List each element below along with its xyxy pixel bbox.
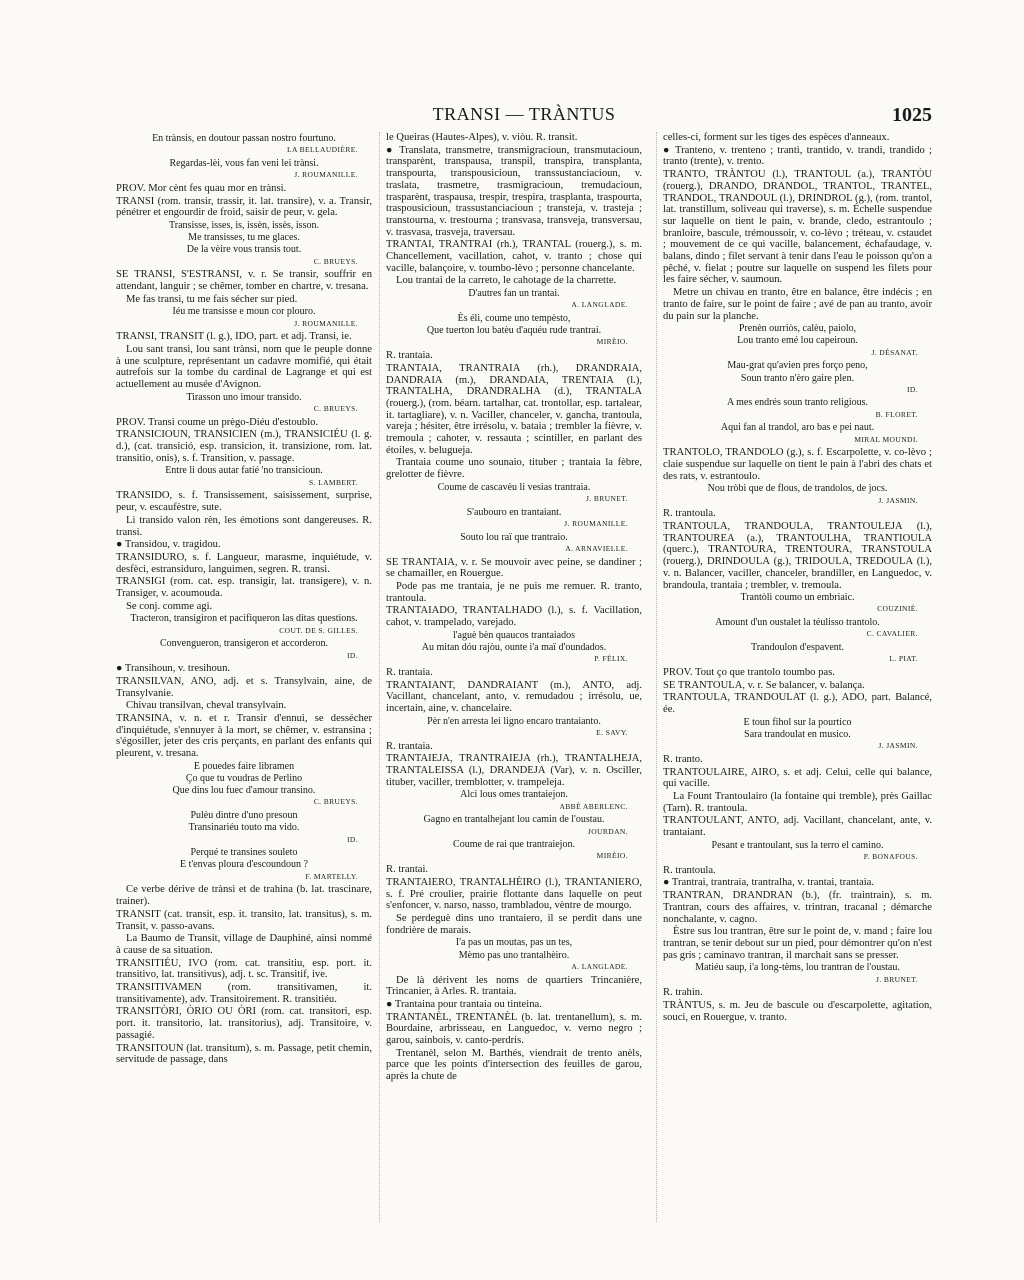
quotation-line: Iéu me transisse e moun cor plouro. [172, 306, 316, 318]
entry-paragraph: TRANSI (rom. transir, trassir, it. lat. transire), v. a. Transir, pénétrer et engourdir de froid, saisir de peur, v. gela. [116, 195, 372, 219]
quotation-source: MIRÈIO. [596, 851, 628, 861]
column-middle [386, 132, 642, 1222]
entry-paragraph: ● Trantaina pour trantaia ou tinteina. [386, 998, 542, 1010]
quotation-source: J. DÉSANAT. [871, 347, 918, 357]
quotation-line: Soun tranto n'èro gaire plen. [740, 372, 855, 384]
quotation-line: Gagno en trantalhejant lou camin de l'oustau. [423, 814, 605, 826]
entry-paragraph: TRANSIGI (rom. cat. esp. transigir, lat. transigere), v. n. Transiger, v. acoumouda. [116, 576, 372, 600]
entry-paragraph: ● Transihoun, v. tresihoun. [116, 663, 231, 675]
quotation-source: L. PIAT. [889, 654, 918, 664]
entry-paragraph: R. trantoula. [663, 864, 716, 876]
quotation-source: MIRÈIO. [596, 337, 628, 347]
quotation-source: J. ROUMANILLE. [564, 519, 628, 528]
column-divider [379, 132, 380, 1222]
quotation-source: J. BRUNET. [876, 974, 918, 984]
quotation-line: I'a pas un moutas, pas un tes, [455, 937, 573, 949]
quotation-line: Que dins lou fuec d'amour transino. [172, 785, 316, 797]
entry-paragraph: La Fount Trantoulairo (la fontaine qui tremble), près Gaillac (Tarn). R. trantoula. [663, 790, 932, 814]
quotation-source: B. FLORET. [875, 409, 918, 419]
quotation-source: E. SAVY. [596, 727, 628, 737]
quotation-source: S. LAMBERT. [308, 477, 358, 487]
quotation-line: Entre li dous autar fatié 'no transicioun. [165, 465, 323, 477]
entry-paragraph: Trantaia coume uno sounaio, tituber ; trantaia la fèbre, grelotter de fièvre. [386, 457, 642, 481]
quotation-source: LA BELLAUDIÈRE. [287, 145, 358, 155]
quotation-line: S'aubouro en trantaiant. [466, 506, 562, 518]
quotation-line: Matiéu saup, i'a long-tèms, lou trantran de l'oustau. [695, 962, 900, 974]
quotation-line: E toun fihol sur la pourtico [743, 716, 852, 728]
entry-paragraph: SE TRANTAIA, v. r. Se mouvoir avec peine, se dandiner ; se chamailler, en Rouergue. [386, 556, 642, 580]
entry-paragraph: R. trantaia. [386, 350, 433, 362]
quotation-line: Coume de cascavèu li vesias trantraia. [437, 481, 591, 493]
entry-paragraph: TRÀNTUS, s. m. Jeu de bascule ou d'escarpolette, agitation, souci, en Rouergue, v. tranto. [663, 999, 932, 1023]
quotation-source: C. BRUEYS. [313, 403, 358, 413]
quotation-source: COUT. DE S. GILLES. [279, 625, 358, 635]
quotation-line: Ès éli, coume uno tempèsto, [457, 313, 571, 325]
entry-paragraph: Èstre sus lou trantran, être sur le point de, v. mand ; faire lou trantran, se tenir debout sur un pied, pour démontrer qu'on n'est pas gris ; caminavo trantran, il marchait sans se presser. [663, 926, 932, 961]
entry-paragraph: TRANTANÈL, TRENTANÈL (b. lat. trentanellum), s. m. Bourdaine, arbrisseau, en Languedoc, v. verno negro ; garou, sainbois, v. canto-perdris. [386, 1011, 642, 1047]
quotation-line: Lou tranto emé lou capeiroun. [737, 335, 858, 347]
page-header [116, 104, 932, 128]
entry-paragraph: SE TRANTOULA, v. r. Se balancer, v. balança. [663, 679, 865, 691]
entry-paragraph: Lou trantai de la carreto, le cahotage de la charrette. [396, 275, 617, 287]
quotation-line: Prenèn ourriòs, calèu, paiolo, [738, 323, 857, 335]
quotation-line: Transisse, isses, is, issèn, issès, isson. [169, 219, 319, 231]
entry-paragraph: Se perdeguè dins uno trantaiero, il se perdit dans une fondrière de marais. [386, 913, 642, 936]
entry-paragraph: R. trantai. [386, 864, 429, 876]
dictionary-columns [116, 132, 932, 1222]
quotation-line: Pulèu dintre d'uno presoun [190, 810, 298, 822]
quotation-line: Regardas-lèi, vous fan veni lei trànsi. [169, 157, 319, 169]
entry-paragraph: TRANSICIOUN, TRANSICIEN (m.), TRANSICIÉU (l. g. d.), (cat. transició, esp. transicion, it. transizione, rom. lat. transitio, onis), s. f. Transition, v. passage. [116, 429, 372, 464]
quotation-source: ID. [347, 834, 358, 844]
entry-paragraph: Se conj. comme agi. [126, 600, 213, 612]
quotation-line: Mau-grat qu'avien pres forço peno, [727, 360, 868, 372]
entry-paragraph: TRANSIDO, s. f. Transissement, saisissement, surprise, peur, v. escaufèstre, sute. [116, 490, 372, 514]
entry-paragraph: TRANTAIA, TRANTRAIA (rh.), DRANDRAIA, DANDRAIA (m.), DRANDAIA, TRENTAIA (l.), TRANTALHA, DRANDRALHA (d.), TRANTALA (rouerg.), (rom. béarn. tartalhar, cat. trontollar, esp. tartalear, it. tartagliare), v. n. Vaciller, chanceler, v. gancha, trantoula, vareja ; hésiter, être irrésolu, v. bataia ; trembler la fièvre, v. tremoula ; cahoter, v. ressauta ; scintiller, en parlant des étoiles, v. belugueja. [386, 362, 642, 456]
entry-paragraph: TRANSIT (cat. transit, esp. it. transito, lat. transitus), s. m. Transit, v. passo-avans. [116, 908, 372, 932]
entry-paragraph: celles-ci, forment sur les tiges des espèces d'anneaux. [663, 132, 890, 143]
quotation-source: ID. [907, 384, 918, 394]
entry-paragraph: TRANTOULANT, ANTO, adj. Vacillant, chancelant, ante, v. trantaiant. [663, 815, 932, 839]
entry-paragraph: ● Translata, transmetre, transmigracioun, transmutacioun, transparènt, transpausa, transpil, transpira, transplanta, transpourta, transpousicioun, transsustanciacioun, v. traslata, trasmetre, trasmigracioun, tremudacioun, trasparènt, traspausa, trespir, trespira, trasplanta, traspourta, traspousicioun, trassustanciacioun ; transteja, v. trasteja ; transtourna, v. trestourna ; transvasa, transveja, transversau, v. trasvasa, trasveja, traversau. [386, 144, 642, 238]
running-head: TRANSI — TRÀNTUS [432, 104, 616, 124]
entry-paragraph: R. trantaia. [386, 666, 433, 678]
quotation-line: Tracteron, transigiron et pacifiqueron las ditas questions. [130, 613, 358, 625]
entry-paragraph: R. tranto. [663, 753, 703, 765]
quotation-line: Pèr n'en arresta lei ligno encaro trantaianto. [427, 715, 601, 727]
quotation-source: COUZINIÉ. [877, 604, 918, 614]
entry-paragraph: R. trahin. [663, 987, 703, 999]
quotation-line: Sara trandoulat en musico. [744, 728, 851, 740]
entry-paragraph: R. trantaia. [386, 740, 433, 752]
entry-paragraph: TRANTAIEJA, TRANTRAIEJA (rh.), TRANTALHEJA, TRANTALEISSA (l.), DRANDEJA (Var), v. n. Osciller, tituber, vaciller, tremblotter, v. trampeleja. [386, 753, 642, 788]
quotation-line: En trànsis, en doutour passan nostro fourtuno. [152, 133, 336, 144]
quotation-line: Trantòli coumo un embriaic. [740, 592, 855, 604]
entry-paragraph: TRANSINA, v. n. et r. Transir d'ennui, se dessécher d'inquiétude, s'ennuyer à la mort, se chêmer, v. estransina ; s'égosiller, jeter des cris perçants, en parlant des enfants qui pleurent, v. tresana. [116, 713, 372, 760]
entry-paragraph: Ce verbe dérive de trànsi et de trahina (b. lat. trascinare, trainer). [116, 884, 372, 908]
quotation-source: A. ARNAVIELLE. [565, 543, 628, 553]
entry-paragraph: TRANSITOUN (lat. transitum), s. m. Passage, petit chemin, servitude de passage, dans [116, 1042, 372, 1066]
quotation-source: P. BONAFOUS. [863, 851, 918, 861]
quotation-line: Trandoulon d'espavent. [750, 642, 845, 654]
quotation-line: Tirasson uno imour transido. [186, 391, 302, 403]
entry-paragraph: TRANSILVAN, ANO, adj. et s. Transylvain, aine, de Transylvanie. [116, 675, 372, 699]
quotation-source: J. JASMIN. [878, 495, 918, 505]
entry-paragraph: Metre un chivau en tranto, être en balance, être indécis ; en tranto de faire, sur le point de faire ; avé de pan au tranto, avoir du pain sur la planche. [663, 287, 932, 322]
quotation-line: Souto lou raï que trantraio. [460, 531, 568, 543]
quotation-line: E t'envas ploura d'escoundoun ? [179, 859, 308, 871]
entry-paragraph: Pode pas me trantaia, je ne puis me remuer. R. tranto, trantoula. [386, 581, 642, 604]
quotation-source: P. FÉLIX. [594, 654, 628, 664]
quotation-line: l'aguè bèn quaucos trantaiados [452, 629, 576, 641]
quotation-line: Alcì lous omes trantaiejon. [460, 789, 568, 801]
quotation-line: Nou tròbi que de flous, de trandolos, de jocs. [707, 483, 888, 495]
quotation-line: Ço que tu voudras de Perlino [185, 773, 303, 785]
entry-paragraph: TRANTAIADO, TRANTALHADO (l.), s. f. Vacillation, cahot, v. trampelado, varejado. [386, 605, 642, 629]
quotation-line: D'autres fan un trantai. [468, 288, 560, 300]
quotation-line: Au mitan dóu rajòu, ounte i'a maï d'oundados. [421, 642, 607, 654]
quotation-line: E pouedes faire libramen [193, 760, 295, 772]
entry-paragraph: TRANTOLO, TRANDOLO (g.), s. f. Escarpolette, v. co-lèvo ; claie suspendue sur laquelle on tient le pain à l'abri des chats et des rats, v. estrantoulo. [663, 447, 932, 482]
quotation-line: Perqué te transines souleto [190, 847, 298, 859]
page-number: 1025 [892, 104, 932, 126]
entry-paragraph: ● Trantrai, trantraia, trantralha, v. trantai, trantaia. [663, 877, 875, 889]
entry-paragraph: PROV. Transi coume un prègo-Diéu d'estoublo. [116, 416, 319, 428]
quotation-source: A. LANGLADE. [571, 961, 628, 971]
entry-paragraph: TRANTAIANT, DANDRAIANT (m.), ANTO, adj. Vacillant, chancelant, anto, v. remudadou ; irrésolu, ue, incertain, aine, v. chancelaire. [386, 679, 642, 715]
column-divider [656, 132, 657, 1222]
quotation-source: C. BRUEYS. [313, 256, 358, 266]
quotation-line: Aqui fan al trandol, aro bas e pei naut. [720, 422, 875, 434]
quotation-line: Transinariéu touto ma vido. [188, 822, 300, 834]
entry-paragraph: TRANSITIÉU, IVO (rom. cat. transitiu, esp. port. it. transitivo, lat. transitivus), adj. t. sc. Transitif, ive. [116, 957, 372, 981]
column-right [663, 132, 932, 1222]
quotation-line: Pesant e trantoulant, sus la terro el camino. [711, 839, 884, 851]
entry-paragraph: le Queiras (Hautes-Alpes), v. viòu. R. transit. [386, 132, 578, 143]
quotation-source: JOURDAN. [587, 826, 628, 836]
quotation-line: Que tuerton lou batèu d'aquéu rude trantrai. [426, 325, 602, 337]
quotation-source: F. MARTELLY. [305, 871, 358, 881]
entry-paragraph: R. trantoula. [663, 508, 716, 520]
entry-paragraph: TRANTRAN, DRANDRAN (b.), (fr. traintrain), s. m. Trantran, cours des affaires, v. trintran, tracanal ; démarche nonchalante, v. cagno. [663, 890, 932, 925]
entry-paragraph: TRANTOULA, TRANDOULAT (l. g.), ADO, part. Balancé, ée. [663, 692, 932, 716]
quotation-source: J. ROUMANILLE. [294, 318, 358, 328]
quotation-line: Convengueron, transigeron et accorderon. [160, 638, 328, 650]
quotation-source: C. BRUEYS. [313, 797, 358, 807]
quotation-line: Coume de rai que trantraiejon. [453, 839, 575, 851]
entry-paragraph: PROV. Mor cènt fes quau mor en trànsi. [116, 182, 287, 194]
column-left [116, 132, 372, 1222]
entry-paragraph: Li transido valon rèn, les émotions sont dangereuses. R. transi. [116, 514, 372, 538]
entry-paragraph: Me fas transi, tu me fais sécher sur pied. [126, 293, 298, 305]
quotation-line: Me transisses, tu me glaces. [188, 232, 300, 244]
quotation-source: J. BRUNET. [586, 494, 628, 504]
entry-paragraph: TRANSI, TRANSIT (l. g.), IDO, part. et adj. Transi, ie. [116, 331, 352, 343]
entry-paragraph: PROV. Tout ço que trantolo toumbo pas. [663, 666, 835, 678]
entry-paragraph: ● Tranteno, v. trenteno ; tranti, trantido, v. trandi, trandido ; tranto (trente), v. trento. [663, 144, 932, 168]
quotation-line: De la vèire vous transis tout. [186, 244, 302, 256]
quotation-line: Mèmo pas uno trantalhèiro. [458, 949, 570, 961]
entry-paragraph: TRANSIDURO, s. f. Langueur, marasme, inquiétude, v. desfèci, estransiduro, languimen, segren. R. transi. [116, 551, 372, 575]
entry-paragraph: Lou sant transi, lou sant trànsi, nom que le peuple donne à une sculpture, représentant un cadavre momifié, qui était autrefois sur la tombe du cardinal de Lagrange et qui est actuellement au musée d'Avignon. [116, 343, 372, 391]
quotation-source: ID. [347, 650, 358, 660]
entry-paragraph: TRANTOULA, TRANDOULA, TRANTOULEJA (l.), TRANTOUREA (a.), TRANTOULHA, TRANTIOULA (querc.), TRANTOURA, TRENTOURA, TRANSTOULA (rouerg.), DRINDOULA (g.), TRIDOULA, TREDOULA (l.), v. n. Balancer, vaciller, chanceler, brandiller, en Languedoc, v. brandoula, trantaia ; trembler, v. tremoula. [663, 521, 932, 591]
entry-paragraph: De là dérivent les noms de quartiers Trincanière, Trincanier, à Arles. R. trantaia. [386, 974, 642, 998]
entry-paragraph: TRANTAIERO, TRANTALHÈIRO (l.), TRANTANIERO, s. f. Pré croulier, prairie flottante dans laquelle on peut s'enfoncer, v. narso, nasso, trambladou, vèntre de mourgo. [386, 876, 642, 912]
quotation-source: A. LANGLADE. [571, 300, 628, 310]
entry-paragraph: TRANSITÒRI, ÒRIO OU ÒRI (rom. cat. transitori, esp. port. it. transitorio, lat. transitorius), adj. Transitoire, v. passagié. [116, 1006, 372, 1041]
entry-paragraph: TRANTAI, TRANTRAI (rh.), TRANTAL (rouerg.), s. m. Chancellement, vacillation, cahot, v. tranto ; chose qui vacille, balançoire, v. toumbo-lèvo ; personne chancelante. [386, 239, 642, 274]
entry-paragraph: TRANTO, TRÀNTOU (l.), TRANTOUL (a.), TRANTÒU (rouerg.), DRANDO, DRANDOL, TRANTOL, TRANTEL, TRANDOL, TRANDOUL (l.), DRINDROL (g.), (rom. trantol, lat. transtillum, soliveau qui traverse), s. m. Échelle suspendue sur laquelle on tient le pain, v. brande, cledo, estrantoulo ; branloire, bascule, trémoussoir, v. co-lèvo ; tréteau, v. cstaudet ; mouvement de ce qui vacille, balancement, échafaudage, v. balans, dindo ; filet servant à tenir dans l'eau le poisson qu'on a pêché, v. fielat ; poutre sur laquelle on suspend les filets pour les faire sécher, v. saumoun. [663, 169, 932, 286]
entry-paragraph: Trentanèl, selon M. Barthés, viendrait de trento anèls, parce que les points d'intersection des feuilles de garou, après la chute de [386, 1047, 642, 1083]
quotation-source: C. CAVALIER. [866, 629, 918, 639]
entry-paragraph: Chivau transilvan, cheval transylvain. [126, 700, 287, 712]
quotation-source: J. ROUMANILLE. [294, 170, 358, 180]
quotation-line: A mes endrés soun tranto religious. [726, 397, 869, 409]
quotation-line: Amount d'un oustalet la téulisso trantolo. [715, 617, 880, 629]
entry-paragraph: SE TRANSI, S'ESTRANSI, v. r. Se transir, souffrir en attendant, languir ; se chêmer, tomber en chartre, v. tresana. [116, 269, 372, 292]
entry-paragraph: ● Transidou, v. tragidou. [116, 539, 221, 551]
quotation-source: ABBÉ ABERLENC. [559, 801, 628, 811]
entry-paragraph: TRANSITIVAMEN (rom. transitivamen, it. transitivamente), adv. Transitoirement. R. transitiéu. [116, 982, 372, 1005]
quotation-source: MIRAL MOUNDI. [854, 434, 918, 444]
quotation-source: J. JASMIN. [878, 741, 918, 751]
entry-paragraph: TRANTOULAIRE, AIRO, s. et adj. Celui, celle qui balance, qui vacille. [663, 766, 932, 790]
entry-paragraph: La Baumo de Transit, village de Dauphiné, ainsi nommé à cause de sa situation. [116, 933, 372, 956]
